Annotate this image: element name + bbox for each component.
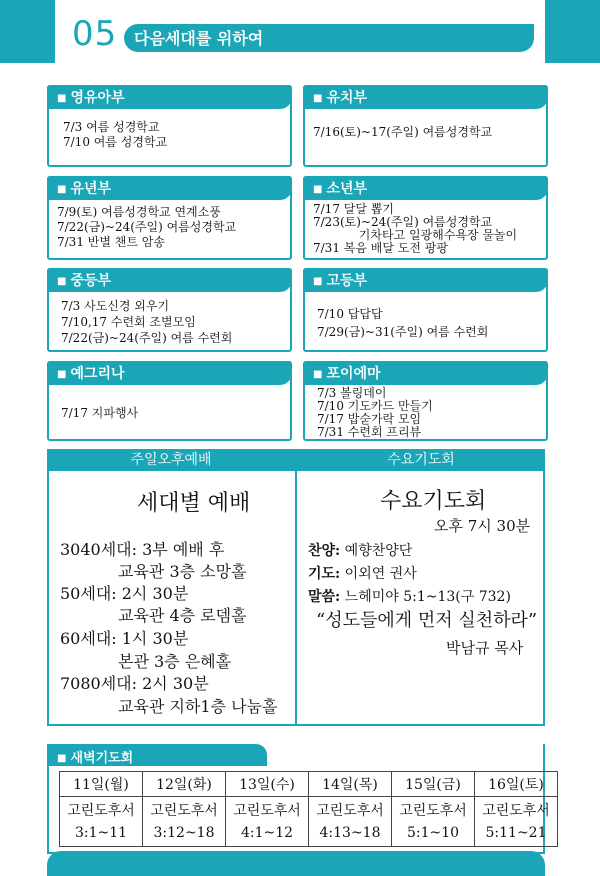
group-title: ■ 유치부 — [313, 87, 367, 107]
group-title: ■ 영유아부 — [57, 87, 125, 107]
group-title: ■ 예그리나 — [57, 363, 125, 383]
group-card-middle — [47, 268, 292, 352]
group-line: 기차타고 일광해수욕장 물놀이 — [313, 228, 518, 242]
group-line: 7/31 반별 챈트 암송 — [57, 235, 165, 249]
group-line: 7/10 기도카드 만들기 — [317, 399, 433, 413]
sunday-title: 세대별 예배 — [137, 491, 251, 516]
word-value: 느헤미야 5:1~13(구 732) — [344, 589, 511, 605]
section-divider — [295, 449, 297, 726]
group-title: ■ 고등부 — [313, 270, 367, 290]
dawn-prayer-header: ■ 새벽기도회 — [47, 744, 267, 766]
passage-cell: 고린도후서 5:11~21 — [475, 797, 558, 847]
day-cell: 14일(목) — [309, 772, 392, 797]
group-title: ■ 유년부 — [57, 178, 111, 198]
praise-value: 예향찬양단 — [344, 543, 413, 559]
word-label: 말씀: — [308, 589, 341, 605]
group-card-poiema — [303, 361, 548, 441]
group-line: 7/17 밥숟가락 모임 — [317, 412, 422, 426]
group-title: ■ 포이에마 — [313, 363, 381, 383]
word-row — [308, 586, 511, 606]
group-card-high — [303, 268, 548, 352]
sunday-line: 교육관 3층 소망홀 — [118, 562, 247, 581]
passage-cell: 고린도후서 5:1~10 — [392, 797, 475, 847]
group-line: 7/3 사도신경 외우기 — [61, 299, 170, 313]
praise-label: 찬양: — [308, 543, 341, 559]
sermon-title: “성도들에게 먼저 실천하라” — [316, 610, 538, 631]
group-line: 7/31 수련회 프리뷰 — [317, 425, 422, 439]
group-line: 7/9(토) 여름성경학교 연계소풍 — [57, 205, 221, 219]
group-line: 7/22(금)~24(주일) 여름 수련회 — [61, 331, 233, 345]
group-card-infant — [47, 85, 292, 167]
sunday-line: 50세대: 2시 30분 — [60, 584, 189, 603]
praise-row — [308, 540, 412, 560]
prayer-value: 이외연 권사 — [344, 566, 417, 582]
prayer-label: 기도: — [308, 566, 341, 582]
sunday-line: 60세대: 1시 30분 — [60, 629, 189, 648]
group-line: 7/3 여름 성경학교 — [63, 120, 160, 134]
wednesday-header: 수요기도회 — [297, 449, 545, 471]
group-card-yegrina — [47, 361, 292, 441]
passage-cell: 고린도후서 4:13~18 — [309, 797, 392, 847]
sunday-header: 주일오후예배 — [47, 449, 295, 471]
group-line: 7/10,17 수련회 조별모임 — [61, 315, 196, 329]
sunday-line: 교육관 4층 로뎀홀 — [118, 606, 247, 625]
group-card-elementary — [47, 176, 292, 260]
group-line: 7/17 달달 뽑기 — [313, 202, 394, 216]
wednesday-title: 수요기도회 — [380, 489, 487, 514]
group-line: 7/3 볼링데이 — [317, 386, 387, 400]
sunday-line: 7080세대: 2시 30분 — [60, 674, 209, 693]
group-line: 7/10 답답답 — [317, 307, 383, 321]
passage-cell: 고린도후서 3:12~18 — [143, 797, 226, 847]
group-line: 7/23(토)~24(주일) 여름성경학교 — [313, 215, 493, 229]
group-line: 7/17 지파행사 — [61, 406, 139, 420]
group-line: 7/22(금)~24(주일) 여름성경학교 — [57, 220, 237, 234]
section-number: 05 — [72, 14, 118, 54]
page-title: 다음세대를 위하여 — [134, 29, 264, 48]
day-cell: 12일(화) — [143, 772, 226, 797]
day-cell: 11일(월) — [60, 772, 143, 797]
header-right-band — [545, 0, 600, 63]
group-line: 7/10 여름 성경학교 — [63, 135, 168, 149]
day-cell: 13일(수) — [226, 772, 309, 797]
group-title: ■ 소년부 — [313, 178, 367, 198]
dawn-prayer-table — [59, 771, 558, 847]
day-cell: 15일(금) — [392, 772, 475, 797]
day-cell: 16일(토) — [475, 772, 558, 797]
wednesday-time: 오후 7시 30분 — [434, 517, 531, 535]
prayer-row — [308, 563, 417, 583]
preacher: 박남규 목사 — [446, 639, 524, 657]
group-card-kindergarten — [303, 85, 548, 167]
footer-bar — [47, 851, 545, 876]
group-line: 7/16(토)~17(주일) 여름성경학교 — [313, 125, 493, 139]
group-card-youth — [303, 176, 548, 260]
sunday-line: 3040세대: 3부 예배 후 — [60, 540, 225, 559]
header-left-band — [0, 0, 55, 63]
passage-cell: 고린도후서 3:1~11 — [60, 797, 143, 847]
passage-cell: 고린도후서 4:1~12 — [226, 797, 309, 847]
group-line: 7/31 복음 배달 도전 팡팡 — [313, 241, 448, 255]
group-line: 7/29(금)~31(주일) 여름 수련회 — [317, 325, 489, 339]
sunday-line: 본관 3층 은혜홀 — [118, 652, 232, 671]
group-title: ■ 중등부 — [57, 270, 111, 290]
sunday-line: 교육관 지하1층 나눔홀 — [118, 697, 278, 716]
